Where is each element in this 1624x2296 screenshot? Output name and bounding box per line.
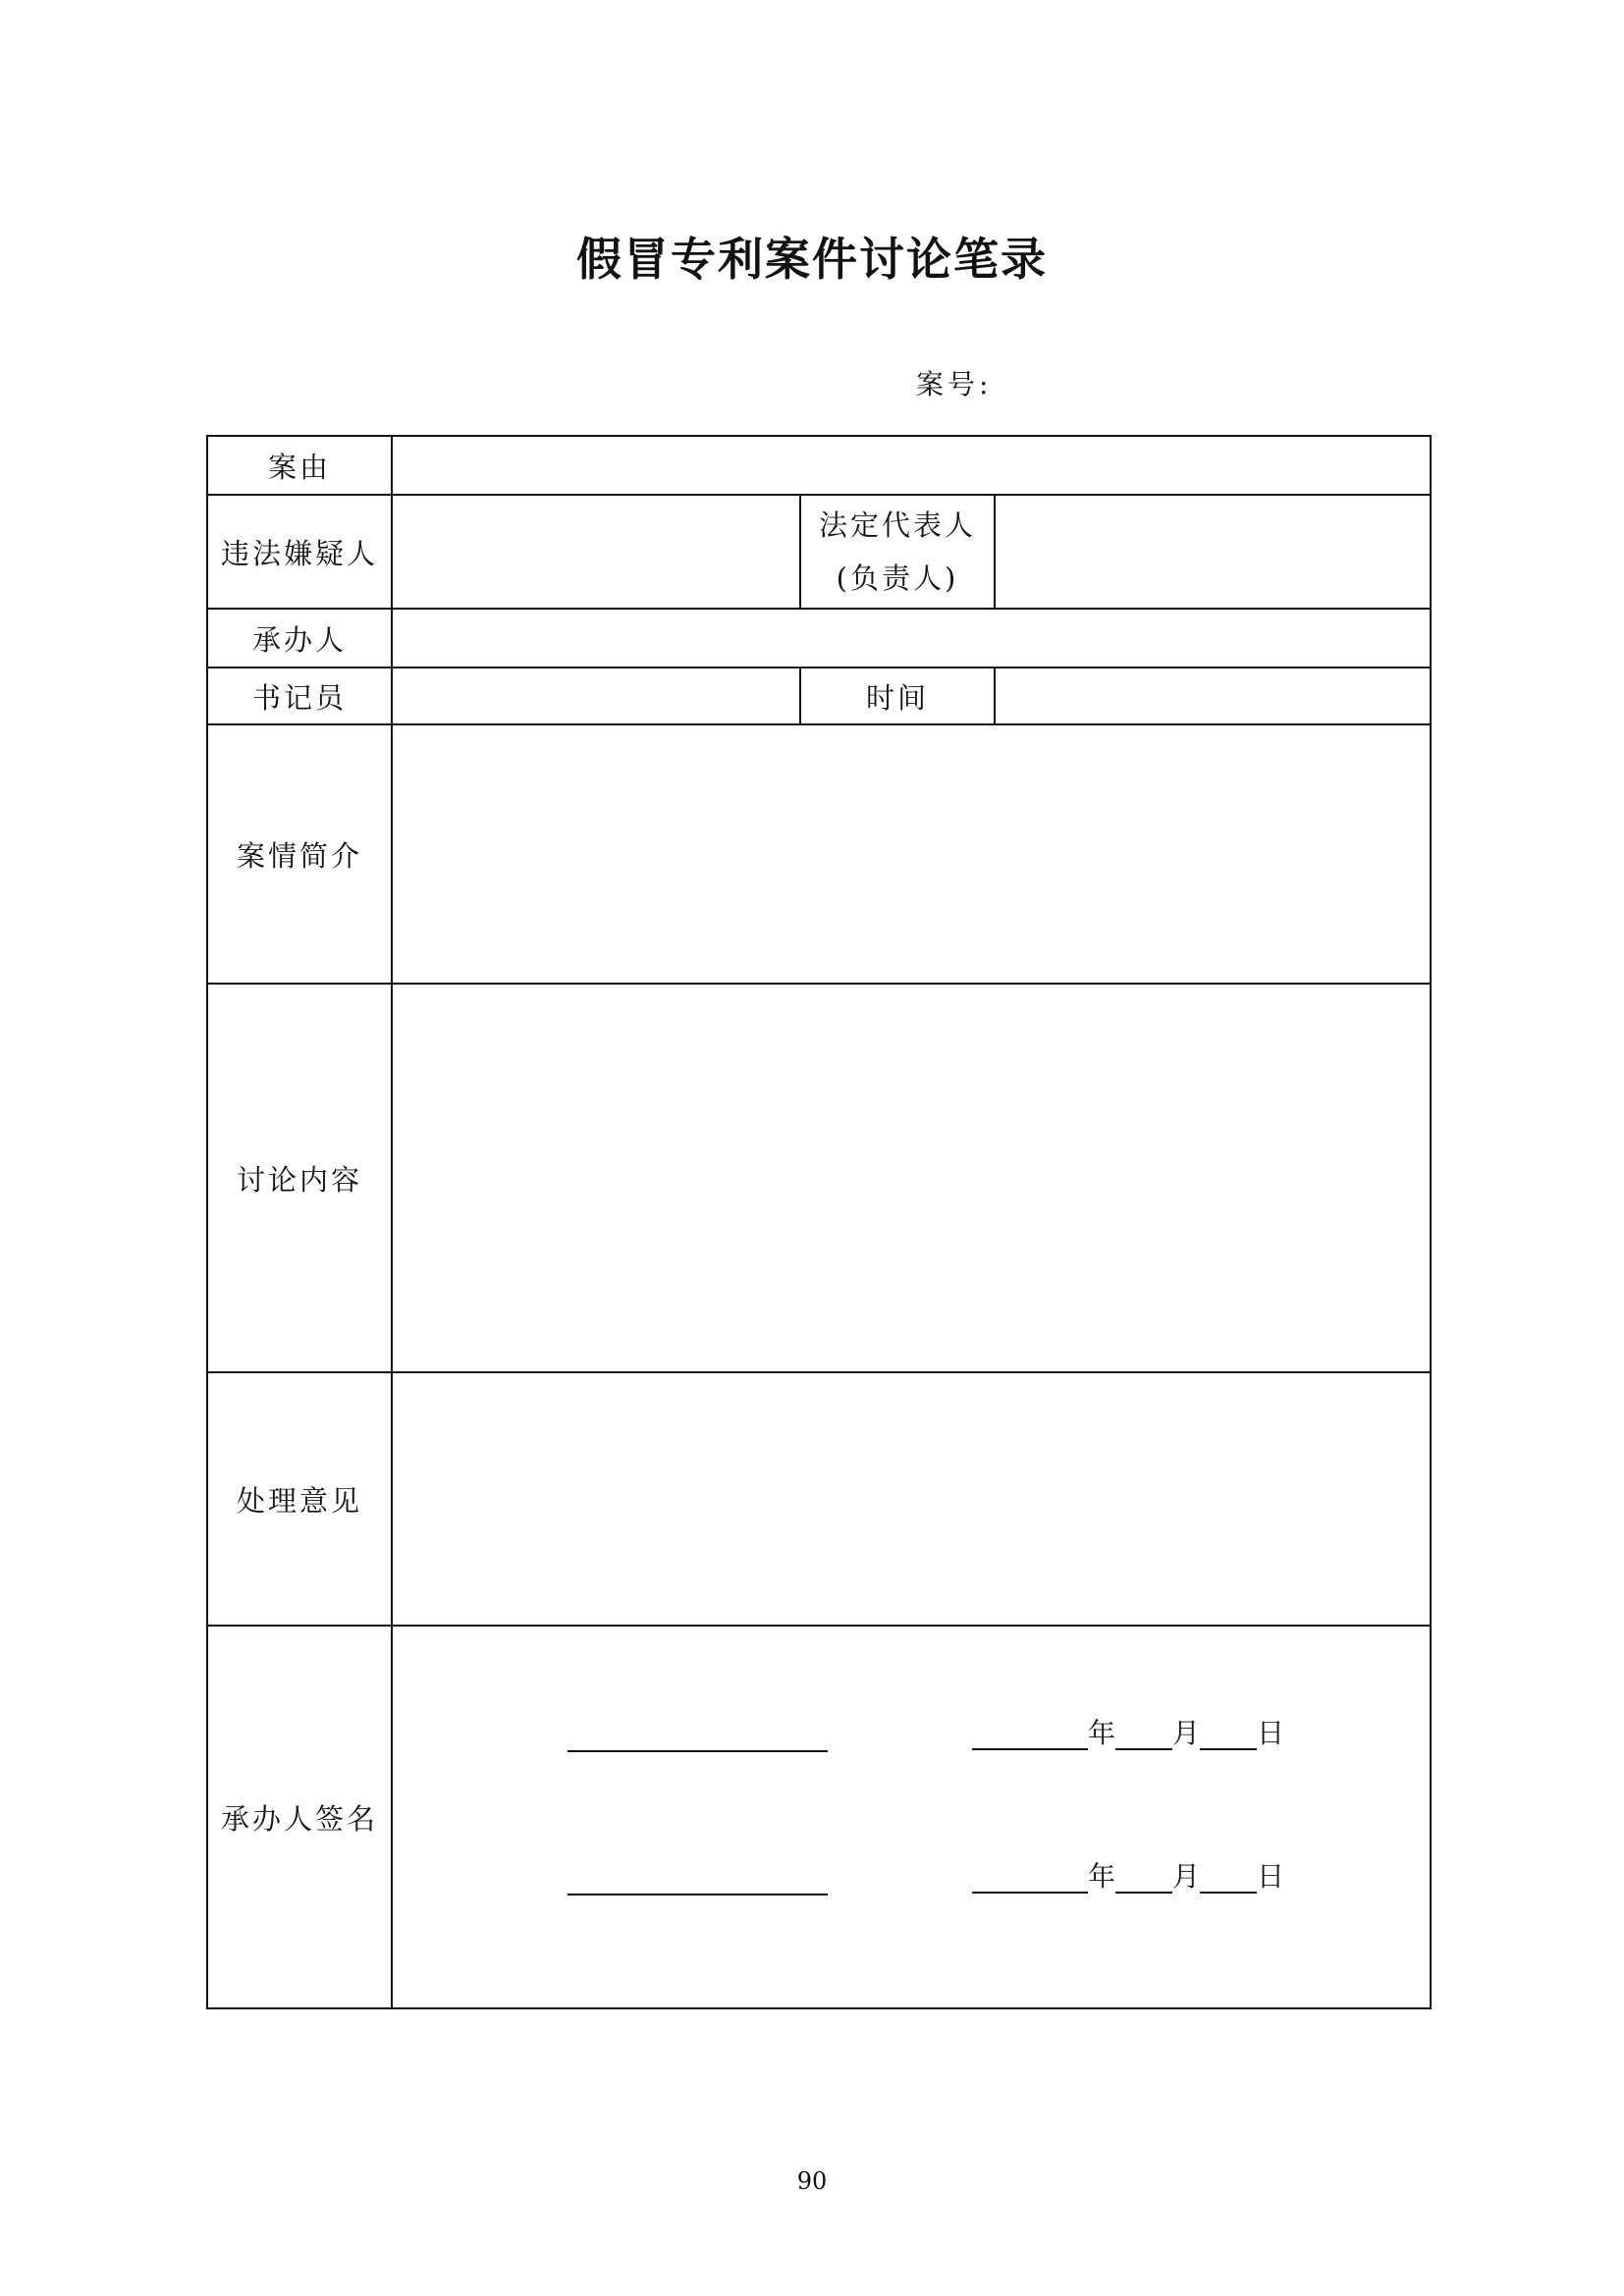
day-unit-1: 日 <box>1257 1717 1285 1749</box>
month-blank-2[interactable] <box>1115 1860 1172 1894</box>
summary-field[interactable] <box>392 724 1431 984</box>
suspect-field[interactable] <box>392 495 800 609</box>
signature-line-1[interactable] <box>568 1750 828 1752</box>
month-unit-1: 月 <box>1172 1717 1201 1749</box>
clerk-label: 书记员 <box>207 667 392 724</box>
year-unit-2: 年 <box>1088 1860 1116 1893</box>
cause-label: 案由 <box>207 436 392 495</box>
summary-label: 案情简介 <box>207 724 392 984</box>
handler-label: 承办人 <box>207 609 392 667</box>
page-number: 90 <box>796 2167 828 2195</box>
suspect-label: 违法嫌疑人 <box>207 495 392 609</box>
signature-row-1 <box>393 1717 1430 1756</box>
cause-field[interactable] <box>392 436 1431 495</box>
case-number-label: 案号: <box>916 368 993 400</box>
page-title: 假冒专利案件讨论笔录 <box>576 233 1048 286</box>
day-unit-2: 日 <box>1257 1860 1285 1893</box>
year-blank-1[interactable] <box>972 1717 1088 1750</box>
clerk-field[interactable] <box>392 667 800 724</box>
year-blank-2[interactable] <box>972 1860 1088 1894</box>
opinion-field[interactable] <box>392 1372 1431 1626</box>
legal-rep-label <box>800 495 995 609</box>
legal-rep-label-line2: (负责人) <box>836 561 959 595</box>
month-blank-1[interactable] <box>1115 1717 1172 1750</box>
year-unit-1: 年 <box>1088 1717 1116 1749</box>
discussion-record-form <box>206 435 1432 2009</box>
discussion-label: 讨论内容 <box>207 984 392 1372</box>
signature-cell <box>392 1626 1431 2008</box>
legal-rep-field[interactable] <box>995 495 1431 609</box>
day-blank-1[interactable] <box>1200 1717 1257 1750</box>
handler-field[interactable] <box>392 609 1431 667</box>
signature-label: 承办人签名 <box>207 1626 392 2008</box>
legal-rep-label-line1: 法定代表人 <box>818 508 976 542</box>
date-group-2 <box>972 1860 1284 1899</box>
discussion-field[interactable] <box>392 984 1431 1372</box>
day-blank-2[interactable] <box>1200 1860 1257 1894</box>
time-field[interactable] <box>995 667 1431 724</box>
time-label: 时间 <box>800 667 995 724</box>
month-unit-2: 月 <box>1172 1860 1201 1893</box>
signature-line-2[interactable] <box>568 1894 828 1896</box>
opinion-label: 处理意见 <box>207 1372 392 1626</box>
date-group-1 <box>972 1717 1284 1756</box>
signature-row-2 <box>393 1860 1430 1899</box>
